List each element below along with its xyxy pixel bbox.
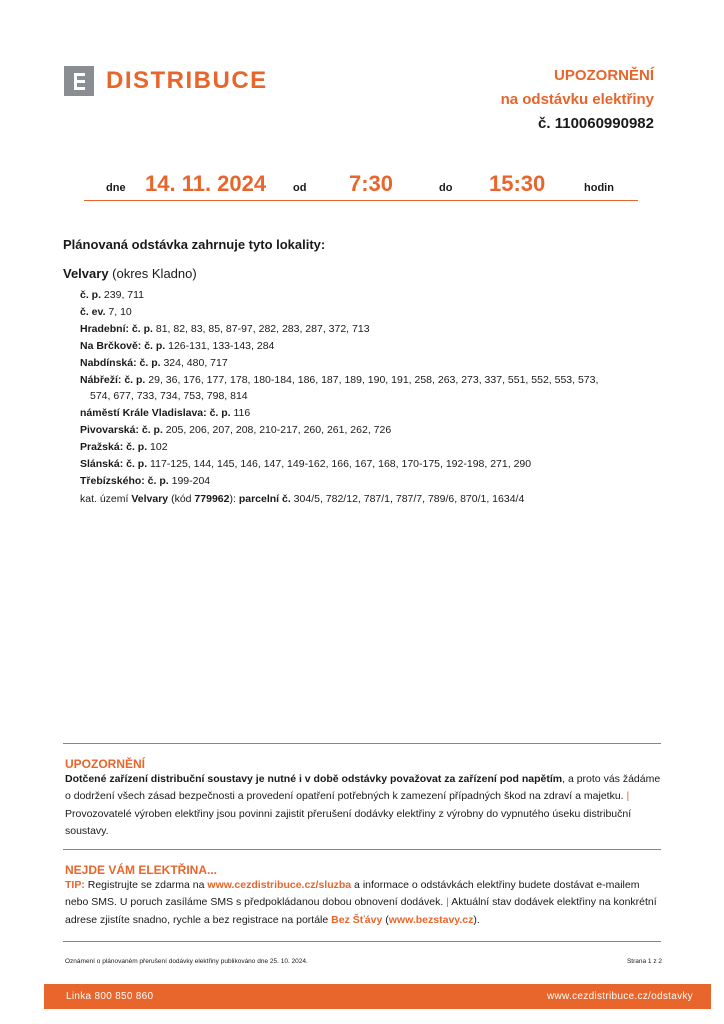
cadastral-line [80, 493, 524, 505]
street-name: Třebízského: č. p. [80, 474, 169, 487]
street-list [80, 287, 680, 490]
notice-header [501, 64, 654, 136]
street-name: Na Brčkově: č. p. [80, 339, 166, 352]
street-row [80, 439, 680, 456]
cadastral-code: 779962 [194, 493, 230, 505]
time-from: 7:30 [349, 171, 394, 196]
notice-title: UPOZORNĚNÍ [553, 67, 654, 84]
town-name: Velvary [63, 266, 109, 281]
to-label: do [439, 182, 453, 194]
street-row [80, 372, 680, 389]
brand-name: DISTRIBUCE [106, 67, 268, 94]
company-logo [64, 66, 268, 96]
house-numbers: 205, 206, 207, 208, 210-217, 260, 261, 262, 726 [162, 424, 392, 437]
street-row [80, 287, 680, 304]
house-numbers: 239, 711 [101, 289, 145, 301]
cadastral-town: Velvary [131, 493, 169, 505]
warning-text-1: , a proto vás žádáme o dodržení všech zásad bezpečnosti a provedení opatření potřebných k zamezení případných škod na zdraví a majetku. [65, 773, 661, 803]
time-to: 15:30 [489, 171, 546, 196]
notice-number: č. 110060990982 [538, 115, 654, 132]
house-numbers: 81, 82, 83, 85, 87-97, 282, 283, 287, 372, 713 [152, 322, 370, 335]
street-name: č. p. [80, 289, 102, 301]
house-numbers: 117-125, 144, 145, 146, 147, 149-162, 166, 167, 168, 170-175, 192-198, 271, 290 [147, 458, 532, 471]
tip-text-2: a informace o odstávkách elektřiny budete dostávat e-mailem nebo SMS. U poruch zasíláme SMS s předpokládanou dobou obnovení dodávek. [65, 879, 640, 909]
street-name: Nábřeží: č. p. [80, 373, 146, 386]
house-numbers: 7, 10 [105, 305, 132, 318]
house-numbers: 199-204 [168, 474, 211, 487]
warning-bold-text: Dotčené zařízení distribuční soustavy je nutné i v době odstávky považovat za zařízení pod napětím [65, 773, 563, 785]
street-name: Pivovarská: č. p. [80, 424, 163, 437]
planned-heading: Plánovaná odstávka zahrnuje tyto lokality: [63, 237, 326, 252]
tip-text-3: Aktuální stav dodávek elektřiny na konkrétní adrese zjistíte snadno, rychle a bez registrace na portále [65, 896, 657, 926]
street-row [80, 321, 680, 338]
divider [63, 743, 661, 744]
parcel-numbers: 304/5, 782/12, 787/1, 787/7, 789/6, 870/1, 1634/4 [290, 493, 525, 505]
street-row [80, 405, 680, 422]
outage-date-row [84, 168, 638, 201]
street-row [80, 473, 680, 490]
tip-text-4: ( [382, 913, 389, 926]
bezstavy-link[interactable]: www.bezstavy.cz [388, 913, 474, 926]
street-row [80, 456, 680, 473]
street-name: náměstí Krále Vladislava: č. p. [80, 407, 231, 420]
street-name: Pražská: č. p. [80, 441, 148, 454]
service-link[interactable]: www.cezdistribuce.cz/sluzba [207, 879, 352, 891]
divider [63, 849, 661, 850]
logo-mark-icon [64, 66, 94, 96]
website-link[interactable]: www.cezdistribuce.cz/odstavky [547, 991, 693, 1002]
street-name: Nabdínská: č. p. [80, 356, 161, 369]
cadastral-code-post: ): [229, 493, 239, 505]
tip-text [65, 877, 665, 929]
tip-label: TIP: [65, 879, 85, 891]
house-numbers: 574, 677, 733, 734, 753, 798, 814 [90, 390, 248, 403]
separator: | [623, 790, 630, 803]
hotline-number[interactable]: Linka 800 850 860 [66, 991, 154, 1002]
house-numbers: 102 [147, 441, 168, 454]
divider [63, 941, 661, 942]
hours-label: hodin [584, 182, 614, 194]
street-row [80, 355, 680, 372]
house-numbers: 126-131, 133-143, 284 [165, 339, 275, 352]
cadastral-prefix: kat. území [80, 493, 132, 505]
outage-date: 14. 11. 2024 [145, 171, 267, 196]
tip-text-1: Registrujte se zdarma na [84, 879, 208, 891]
warning-text-2: Provozovatelé výroben elektřiny jsou povinni zajistit přerušení dodávky elektřiny z výrobny do vypnutého úseku distribuční soustavy. [65, 807, 632, 837]
notice-subtitle: na odstávku elektřiny [500, 91, 654, 108]
footer-bar [44, 984, 711, 1009]
street-row [80, 304, 680, 321]
page-number: Strana 1 z 2 [626, 958, 662, 965]
from-label: od [293, 182, 307, 194]
town-line [63, 266, 197, 281]
street-name: Slánská: č. p. [80, 458, 148, 471]
parcel-label: parcelní č. [238, 493, 291, 505]
street-row [80, 388, 680, 405]
tip-title: NEJDE VÁM ELEKTŘINA... [65, 863, 218, 877]
date-label: dne [106, 182, 126, 194]
portal-name: Bez Šťávy [331, 913, 383, 926]
house-numbers: 324, 480, 717 [160, 356, 228, 369]
publication-note: Oznámení o plánovaném přerušení dodávky elektřiny publikováno dne 25. 10. 2024. [65, 958, 308, 965]
street-name: Hradební: č. p. [80, 322, 153, 335]
street-row [80, 422, 680, 439]
street-row [80, 338, 680, 355]
tip-text-5: ). [473, 913, 480, 926]
separator: | [443, 896, 452, 909]
warning-text [65, 771, 665, 840]
house-numbers: 29, 36, 176, 177, 178, 180-184, 186, 187, 189, 190, 191, 258, 263, 273, 337, 551, 552, 553, 573, [145, 373, 599, 386]
warning-title: UPOZORNĚNÍ [65, 757, 146, 771]
district-name: (okres Kladno) [108, 266, 197, 281]
street-name: č. ev. [80, 305, 106, 318]
house-numbers: 116 [230, 407, 251, 420]
cadastral-code-pre: (kód [168, 493, 195, 505]
